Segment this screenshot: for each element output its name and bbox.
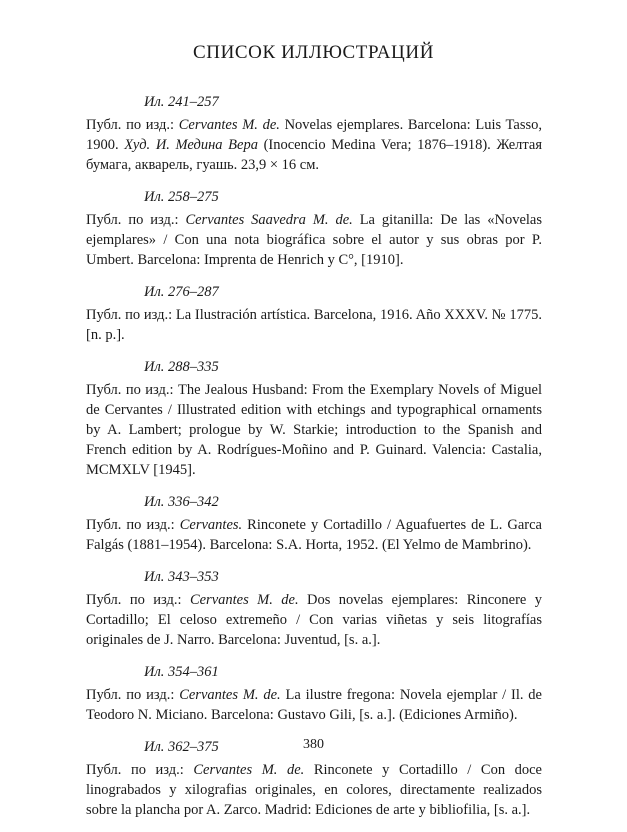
citation-segment: (Inocencio Medina Vera; 1876–1918). Желтая бумага, акварель, гуашь. 23,9 × 16 см. xyxy=(86,137,542,173)
illustration-range: Ил. 288–335 xyxy=(144,359,219,375)
citation-text xyxy=(86,305,542,345)
citation-text xyxy=(86,115,542,175)
citation-italic-segment: Cervantes M. de. xyxy=(179,687,281,703)
page-title: СПИСОК ИЛЛЮСТРАЦИЙ xyxy=(192,42,435,63)
citation-segment: Novelas ejemplares. Barcelona: Luis Tasso, 1900. xyxy=(86,117,542,153)
citation-italic-segment: Cervantes. xyxy=(179,517,243,533)
citation-segment: Публ. по изд.: xyxy=(86,592,190,608)
citation-segment: Публ. по изд.: xyxy=(86,212,186,228)
citation-segment: Публ. по изд.: The Jealous Husband: From the Exemplary Novels of Miguel de Cervantes / Illustrated edition with etchings and typographical ornaments by A. Lambert; prologue by W. Starkie; introduction to the Spanish and French edition by A. Rodrígues-Moñino and P. Guinard. Valencia: Castalia, MCMXLV [1945]. xyxy=(86,382,542,478)
illustration-list xyxy=(86,92,542,832)
illustration-range: Ил. 241–257 xyxy=(144,94,219,110)
citation-text xyxy=(86,380,542,480)
list-item xyxy=(86,662,542,725)
citation-segment: La ilustre fregona: Novela ejemplar / Il. de Teodoro N. Miciano. Barcelona: Gustavo Gili, [s. a.]. (Ediciones Armiño). xyxy=(86,687,542,723)
illustration-range: Ил. 276–287 xyxy=(144,284,219,300)
illustration-range: Ил. 354–361 xyxy=(144,664,219,680)
list-item xyxy=(86,357,542,480)
list-item xyxy=(86,567,542,650)
illustration-range: Ил. 362–375 xyxy=(144,739,219,755)
illustration-range: Ил. 343–353 xyxy=(144,569,219,585)
citation-text xyxy=(86,515,542,555)
list-item xyxy=(86,492,542,555)
citation-italic-segment: Cervantes M. de. xyxy=(178,117,280,133)
page-number: 380 xyxy=(303,737,324,752)
citation-italic-segment: Худ. И. Медина Вера xyxy=(124,137,258,153)
citation-italic-segment: Cervantes Saavedra M. de. xyxy=(185,212,353,228)
citation-text xyxy=(86,760,542,820)
citation-segment: Публ. по изд.: xyxy=(86,117,179,133)
citation-text xyxy=(86,590,542,650)
citation-italic-segment: Cervantes M. de. xyxy=(189,592,299,608)
citation-segment: La gitanilla: De las «Novelas ejemplares» / Con una nota biográfica sobre el autor y sus obras por P. Umbert. Barcelona: Imprenta de Henrich y C°, [1910]. xyxy=(86,212,542,268)
list-item xyxy=(86,282,542,345)
citation-segment: Rinconete y Cortadillo / Aguafuertes de L. Garca Falgás (1881–1954). Barcelona: S.A. Horta, 1952. (El Yelmo de Mambrino). xyxy=(86,517,542,553)
citation-segment: Публ. по изд.: xyxy=(86,762,194,778)
citation-segment: Rinconete y Cortadillo / Con doce linograbados y xilografias originales, en colores, directamente realizados sobre la plancha por A. Zarco. Madrid: Ediciones de arte y bibliofilia, [s. a.]. xyxy=(86,762,542,818)
citation-text xyxy=(86,210,542,270)
illustration-range: Ил. 258–275 xyxy=(144,189,219,205)
citation-segment: Публ. по изд.: xyxy=(86,517,180,533)
citation-text xyxy=(86,685,542,725)
list-item xyxy=(86,92,542,175)
citation-italic-segment: Cervantes M. de. xyxy=(193,762,305,778)
citation-segment: Dos novelas ejemplares: Rinconere y Cortadillo; El celoso extremeño / Con varias viñetas y seis litografías originales de J. Narro. Barcelona: Juventud, [s. a.]. xyxy=(86,592,543,648)
citation-segment: Публ. по изд.: La Ilustración artística. Barcelona, 1916. Año XXXV. № 1775. [n. p.]. xyxy=(86,307,542,343)
citation-segment: Публ. по изд.: xyxy=(86,687,180,703)
list-item xyxy=(86,187,542,270)
illustration-range: Ил. 336–342 xyxy=(144,494,219,510)
